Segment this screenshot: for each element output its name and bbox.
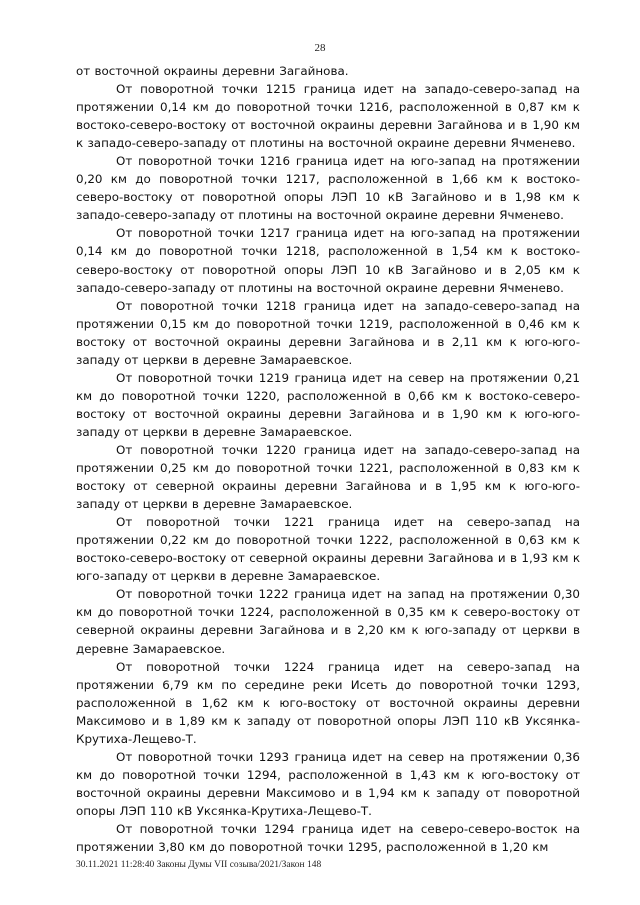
paragraph: От поворотной точки 1216 граница идет на юго-запад на протяжении 0,20 км до поворотной точки 1217, расположенной в 1,66 км к востоко-северо-востоку от поворотной опоры ЛЭП 10 кВ Загайново и в 1,98 км к западо-северо-западу от плотины на восточной окраине деревни Ячменево. <box>76 154 580 223</box>
document-footer: 30.11.2021 11:28:40 Законы Думы VII созыва/2021/Закон 148 <box>76 860 322 870</box>
paragraph: От поворотной точки 1218 граница идет на западо-северо-запад на протяжении 0,15 км до поворотной точки 1219, расположенной в 0,46 км к востоку от восточной окраины деревни Загайнова и в 2,11 км к юго-юго-западу от церкви в деревне Замараевское. <box>76 298 580 367</box>
paragraph: От поворотной точки 1293 граница идет на север на протяжении 0,36 км до поворотной точки 1294, расположенной в 1,43 км к юго-востоку от восточной окраины деревни Максимово и в 1,94 км к западу от поворотной опоры ЛЭП 110 кВ Уксянка-Крутиха-Лещево-Т. <box>76 749 580 818</box>
paragraph: От поворотной точки 1220 граница идет на западо-северо-запад на протяжении 0,25 км до поворотной точки 1221, расположенной в 0,83 км к востоку от северной окраины деревни Загайнова и в 1,95 км к юго-юго-западу от церкви в деревне Замараевское. <box>76 442 580 512</box>
paragraph: От поворотной точки 1222 граница идет на запад на протяжении 0,30 км до поворотной точки 1224, расположенной в 0,35 км к северо-востоку от северной окраины деревни Загайнова и в 2,20 км к юго-западу от церкви в деревне Замараевское. <box>76 587 580 656</box>
document-body <box>76 62 580 856</box>
paragraph: От поворотной точки 1221 граница идет на северо-запад на протяжении 0,22 км до поворотной точки 1222, расположенной в 0,63 км к востоко-северо-востоку от северной окраины деревни Загайнова и в 1,93 км к юго-западу от церкви в деревне Замараевское. <box>76 515 580 584</box>
paragraph: От поворотной точки 1215 граница идет на западо-северо-запад на протяжении 0,14 км до поворотной точки 1216, расположенной в 0,87 км к востоко-северо-востоку от восточной окраины деревни Загайнова и в 1,90 км к западо-северо-западу от плотины на восточной окраине деревни Ячменево. <box>76 82 580 151</box>
paragraph: От поворотной точки 1224 граница идет на северо-запад на протяжении 6,79 км по середине реки Исеть до поворотной точки 1293, расположенной в 1,62 км к юго-востоку от восточной окраины деревни Максимово и в 1,89 км к западу от поворотной опоры ЛЭП 110 кВ Уксянка-Крутиха-Лещево-Т. <box>76 659 580 746</box>
paragraph: От поворотной точки 1219 граница идет на север на протяжении 0,21 км до поворотной точки 1220, расположенной в 0,66 км к востоко-северо-востоку от восточной окраины деревни Загайнова и в 1,90 км к юго-юго-западу от церкви в деревне Замараевское. <box>76 370 580 439</box>
page-number: 28 <box>314 42 326 54</box>
paragraph: От поворотной точки 1294 граница идет на северо-северо-восток на протяжении 3,80 км до поворотной точки 1295, расположенной в 1,20 км <box>76 821 580 855</box>
paragraph: от восточной окраины деревни Загайнова. <box>76 64 349 78</box>
paragraph: От поворотной точки 1217 граница идет на юго-запад на протяжении 0,14 км до поворотной точки 1218, расположенной в 1,54 км к востоко-северо-востоку от поворотной опоры ЛЭП 10 кВ Загайново и в 2,05 км к западо-северо-западу от плотины на восточной окраине деревни Ячменево. <box>76 226 580 295</box>
